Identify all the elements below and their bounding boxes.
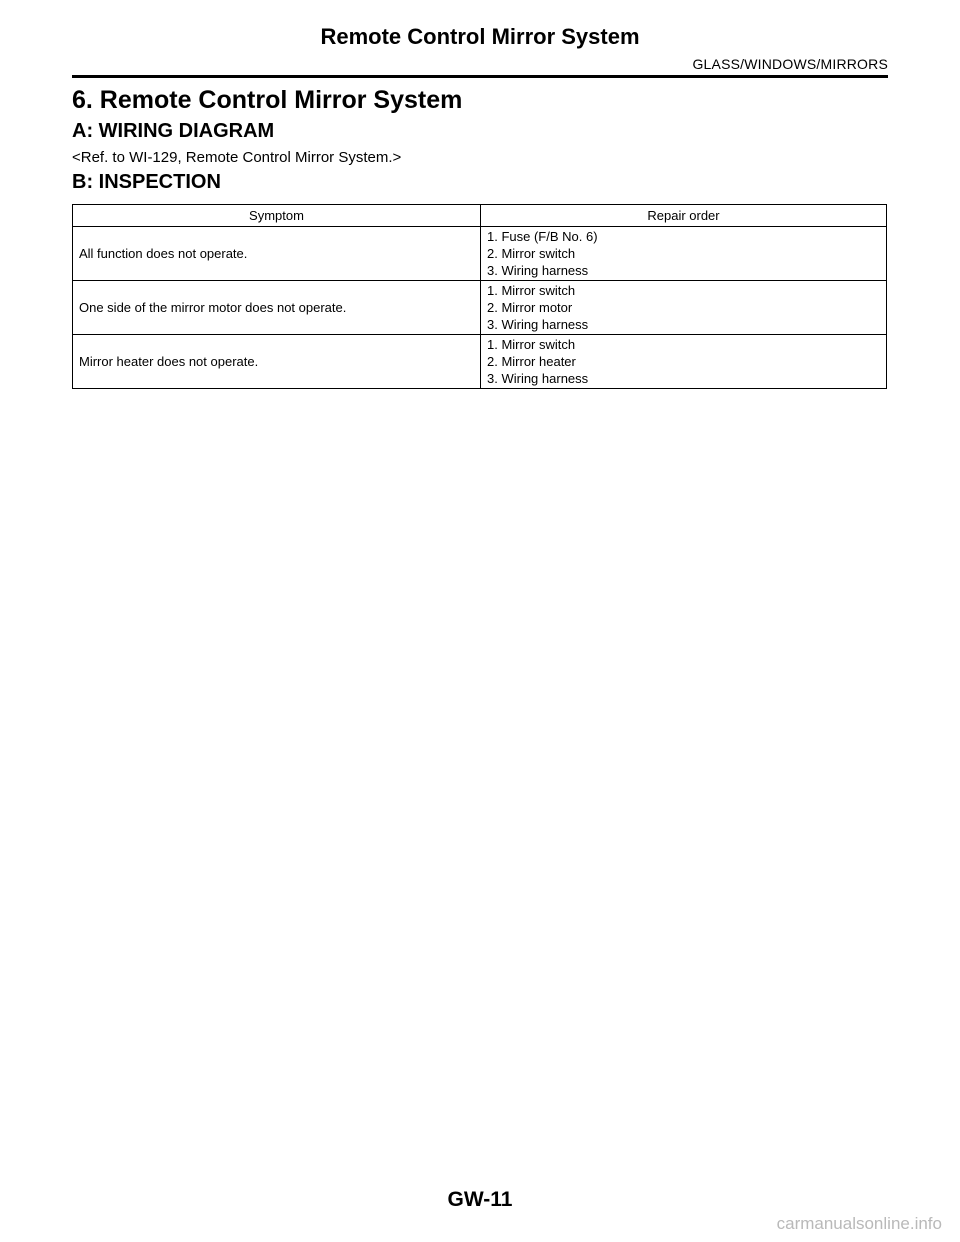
column-header-repair-order: Repair order (481, 205, 887, 227)
table-header-row (73, 205, 887, 227)
column-header-symptom: Symptom (73, 205, 481, 227)
table-row (73, 227, 887, 281)
page-header-title: Remote Control Mirror System (320, 24, 640, 49)
wiring-diagram-reference-link[interactable]: <Ref. to WI-129, Remote Control Mirror System.> (72, 149, 402, 166)
repair-step: 1. Mirror switch (487, 337, 576, 352)
repair-order-list (487, 336, 880, 387)
section-heading: 6. Remote Control Mirror System (72, 86, 463, 114)
table-row (73, 281, 887, 335)
repair-step: 1. Fuse (F/B No. 6) (487, 229, 598, 244)
symptom-cell: One side of the mirror motor does not operate. (73, 281, 481, 335)
page-header-section: GLASS/WINDOWS/MIRRORS (692, 56, 888, 72)
wiring-diagram-heading: A: WIRING DIAGRAM (72, 120, 275, 142)
inspection-table (72, 204, 887, 389)
repair-step: 3. Wiring harness (487, 371, 589, 386)
repair-step: 2. Mirror switch (487, 246, 576, 261)
repair-order-list (487, 228, 880, 279)
symptom-cell: All function does not operate. (73, 227, 481, 281)
repair-step: 2. Mirror heater (487, 354, 576, 369)
page-number: GW-11 (447, 1188, 513, 1211)
repair-step: 1. Mirror switch (487, 283, 576, 298)
symptom-cell: Mirror heater does not operate. (73, 335, 481, 389)
repair-step: 3. Wiring harness (487, 263, 589, 278)
repair-order-cell (481, 227, 887, 281)
table-row (73, 335, 887, 389)
repair-order-cell (481, 281, 887, 335)
inspection-heading: B: INSPECTION (72, 171, 221, 193)
repair-step: 2. Mirror motor (487, 300, 573, 315)
repair-order-cell (481, 335, 887, 389)
repair-order-list (487, 282, 880, 333)
repair-step: 3. Wiring harness (487, 317, 589, 332)
header-rule (72, 75, 888, 78)
watermark: carmanualsonline.info (776, 1214, 942, 1233)
